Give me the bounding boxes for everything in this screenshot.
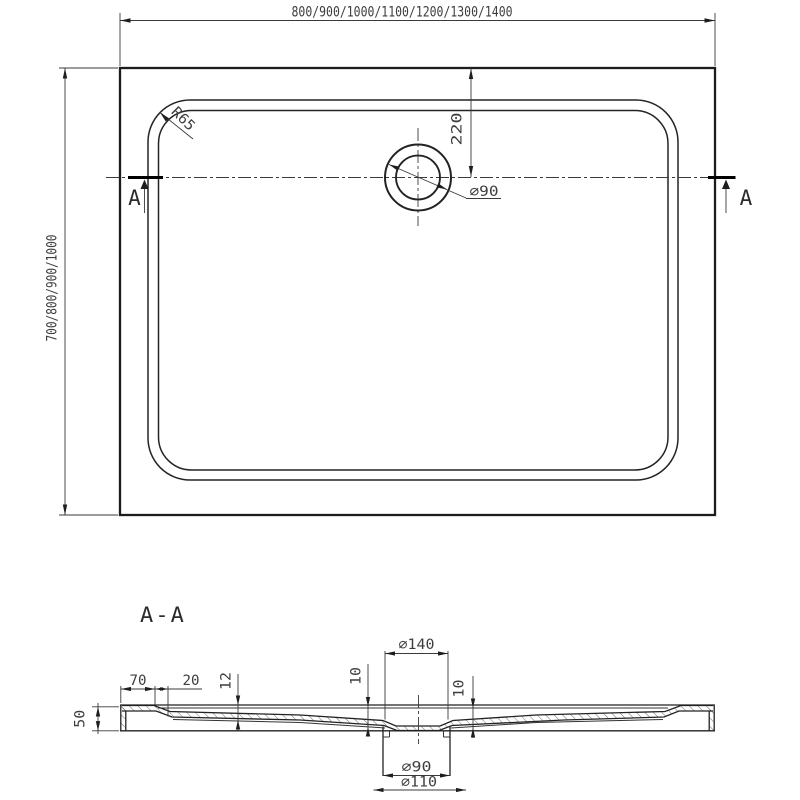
dim-drain-offset bbox=[450, 68, 474, 177]
dim-thickness-label: 12 bbox=[218, 673, 235, 690]
dim-floor-thickness-right-label: 10 bbox=[451, 680, 468, 698]
dim-flange-diameter bbox=[374, 775, 467, 793]
dim-flange-diameter-label: ⌀110 bbox=[401, 774, 437, 791]
dim-recess-diameter-label: ⌀140 bbox=[398, 637, 435, 653]
dim-depth-options: 700/800/900/1000 bbox=[44, 206, 61, 342]
dim-thickness-12 bbox=[219, 672, 241, 731]
tray-inner-edge-inner bbox=[159, 111, 669, 471]
dim-width bbox=[120, 5, 715, 67]
section-arrow-icon bbox=[722, 180, 730, 190]
tray-outline bbox=[120, 68, 715, 515]
arrow-left-icon bbox=[120, 18, 131, 22]
dim-depth bbox=[45, 68, 119, 515]
dim-drain-offset-label: 220 bbox=[449, 120, 466, 146]
dim-drain-hole-diameter-label: ⌀90 bbox=[401, 759, 432, 776]
top-view bbox=[45, 5, 753, 516]
section-wall-right-hatch bbox=[709, 706, 714, 731]
dim-edge-height bbox=[73, 703, 120, 734]
corner-radius-callout bbox=[160, 104, 198, 139]
drain-diameter-label: ⌀90 bbox=[469, 184, 499, 200]
section-marker-label: A bbox=[128, 186, 141, 210]
arrow-up-icon bbox=[469, 69, 473, 80]
dim-edge-height-label: 50 bbox=[72, 710, 89, 728]
drain-diameter-callout bbox=[389, 165, 501, 201]
section-wall-left-hatch bbox=[121, 706, 126, 731]
arrow-down-icon bbox=[63, 505, 67, 516]
arrow-down-icon bbox=[469, 166, 473, 177]
dim-floor-thickness-right bbox=[452, 676, 476, 738]
section-view bbox=[73, 603, 716, 792]
diameter-arrow-icon bbox=[437, 183, 448, 189]
dim-rim-width-label: 70 bbox=[129, 672, 147, 689]
dim-slope-width-label: 20 bbox=[182, 672, 200, 689]
arrow-up-icon bbox=[63, 68, 67, 79]
dim-floor-thickness-left-label: 10 bbox=[348, 668, 365, 685]
corner-radius-label: R65 bbox=[167, 103, 197, 134]
section-marker-label: A bbox=[739, 186, 753, 210]
diameter-arrow-icon bbox=[389, 165, 400, 171]
dim-recess-diameter bbox=[385, 637, 448, 720]
section-title: A-A bbox=[140, 603, 186, 627]
arrow-right-icon bbox=[705, 18, 716, 22]
dim-width-options: 800/900/1000/1100/1200/1300/1400 bbox=[291, 4, 513, 21]
